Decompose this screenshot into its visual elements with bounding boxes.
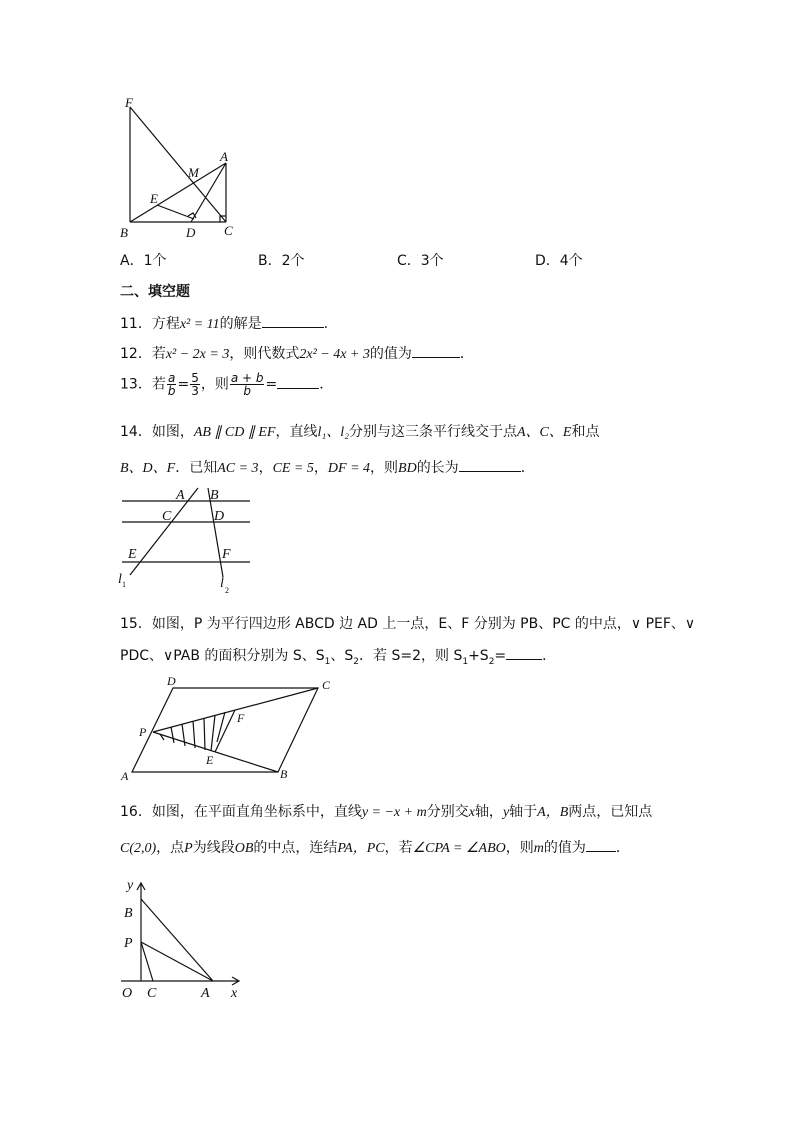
- q14-l2-b: ，则: [370, 460, 399, 476]
- q14-answer-blank[interactable]: [459, 458, 521, 472]
- q11-text1: 方程: [151, 316, 180, 332]
- q14-label-d: D: [214, 509, 225, 524]
- q15-l2-d: +S: [468, 648, 489, 664]
- q10-label-m: M: [188, 165, 199, 180]
- q16-answer-blank[interactable]: [586, 838, 616, 852]
- q13-frac1-num: a: [167, 371, 176, 385]
- q13-frac-5-over-3: [190, 372, 200, 397]
- q13-num: 13．: [120, 376, 152, 393]
- q14-l2-ce: CE = 5: [272, 461, 314, 476]
- q12-expr2: 2x² − 4x + 3: [299, 347, 370, 362]
- q14-l2-ac: AC = 3: [217, 461, 259, 476]
- q12-text3: 的值为: [369, 346, 412, 362]
- q14-label-l2: l: [220, 576, 224, 591]
- q10-figure: [112, 95, 252, 245]
- q15-l2-b: 、S: [330, 648, 354, 664]
- q12-tail: ．: [459, 346, 474, 362]
- q16-l1-e: 两点，已知点: [568, 804, 653, 820]
- q11-tail: .: [323, 316, 329, 332]
- q12-num: 12．: [120, 346, 152, 362]
- q13-frac2-den: 3: [191, 384, 199, 398]
- q14-label-e: E: [128, 547, 137, 562]
- q15-sub1: 1: [324, 656, 331, 667]
- q16-l1-x: x: [468, 805, 475, 820]
- q12-answer-blank[interactable]: [412, 344, 460, 358]
- q15-l2-c: ．若 S=2，则 S: [359, 648, 463, 664]
- q16-l1-d: 轴于: [509, 804, 538, 820]
- q14-l2-c: 的长为: [416, 460, 459, 476]
- q16-l2-c2: 的中点，连结: [253, 840, 338, 856]
- q10-option-b: B．2个: [258, 253, 305, 269]
- q16-l1-expr: y = −x + m: [361, 805, 427, 820]
- q14-l2-bd: BD: [398, 461, 417, 476]
- q13-eq: =: [177, 376, 190, 393]
- q16-l2-b: 为线段: [192, 840, 235, 856]
- q10-option-d: D．4个: [535, 253, 583, 269]
- q16-label-y: y: [127, 878, 134, 893]
- q16-l2-ob: OB: [234, 841, 254, 856]
- q16-l1-c: 轴，: [474, 804, 503, 820]
- q15-line1: 15．如图，P 为平行四边形 ABCD 边 AD 上一点，E、F 分别为 PB、PC 的中点，∨ PEF、∨: [120, 616, 696, 632]
- q14-l1-lines: l₁、l₂: [317, 425, 349, 440]
- q10-option-a: A．1个: [120, 253, 167, 269]
- q14-l1-expr: AB ∥ CD ∥ EF: [193, 425, 276, 440]
- q11-text2: 的解是: [219, 316, 262, 332]
- q13-text3: =: [265, 376, 278, 393]
- q16-l2-c: C(2,0): [120, 841, 157, 856]
- q10-option-c: C．3个: [397, 253, 444, 269]
- q11: [120, 313, 328, 333]
- q13-frac-a-over-b: [167, 372, 177, 397]
- q15-tail: ．: [542, 648, 557, 664]
- q16-label-a: A: [201, 986, 210, 1000]
- q15-sub4: 2: [488, 656, 495, 667]
- q16-label-x: x: [231, 986, 238, 1000]
- q15-answer-blank[interactable]: [506, 646, 542, 660]
- q15-sub2: 2: [353, 656, 360, 667]
- q14-label-a: A: [176, 488, 185, 503]
- q16-l1-a: 16．如图，在平面直角坐标系中，直线: [120, 804, 362, 820]
- q13-text1: 若: [151, 376, 166, 393]
- q11-answer-blank[interactable]: [262, 314, 324, 328]
- q12-expr1: x² − 2x = 3: [165, 347, 230, 362]
- q12-text1: 若: [151, 346, 166, 362]
- q10-label-d: D: [186, 225, 196, 240]
- q16-figure: [115, 875, 250, 1000]
- q15-label-f: F: [237, 711, 245, 725]
- q16-label-c: C: [147, 986, 157, 1000]
- q14-l2-a: ．已知: [175, 460, 218, 476]
- q16-l2-papc: PA，PC: [337, 841, 385, 856]
- q16-l2-m: m: [533, 841, 544, 856]
- q14-label-b: B: [210, 488, 219, 503]
- q15-label-a: A: [121, 769, 129, 783]
- q12-text2: ，则代数式: [229, 346, 300, 362]
- q13-frac3-num: a + b: [230, 371, 264, 385]
- q16-label-p: P: [124, 936, 133, 951]
- q16-label-b: B: [124, 906, 133, 921]
- q14-l1-b: ，直线: [275, 424, 318, 440]
- q14-figure: [112, 483, 257, 601]
- q16-label-o: O: [122, 986, 133, 1000]
- q15-l2-e: =: [494, 648, 507, 664]
- q10-label-a: A: [220, 149, 228, 164]
- q14-l2-pts: B、D、F: [120, 461, 176, 476]
- q15-label-c: C: [322, 678, 331, 692]
- q14-l1-pts: A、C、E: [517, 425, 572, 440]
- q14-label-f: F: [222, 547, 231, 562]
- q13-answer-blank[interactable]: [277, 375, 319, 389]
- section-title: 二、填空题: [120, 284, 190, 300]
- q10-label-f: F: [125, 95, 133, 110]
- q16-l2-e: ，则: [505, 840, 534, 856]
- q16-l2-p: P: [184, 841, 193, 856]
- q14-l1-a: 如图，: [151, 424, 194, 440]
- q15-label-b: B: [280, 767, 288, 781]
- q16-l2-d: ，若: [384, 840, 413, 856]
- q14-label-l1: l: [118, 572, 122, 587]
- q16-l2-f: 的值为: [543, 840, 586, 856]
- q15-sub3: 1: [462, 656, 469, 667]
- q13: [120, 372, 333, 397]
- q14-tail: ．: [520, 460, 535, 476]
- q15-label-d: D: [167, 674, 176, 688]
- q15-line2: [120, 645, 556, 667]
- q13-frac3-den: b: [243, 384, 251, 398]
- q14-l2-df: DF = 4: [327, 461, 371, 476]
- q14-l1-d: 和点: [571, 424, 600, 440]
- q10-label-b: B: [120, 225, 128, 240]
- q14-num: 14．: [120, 424, 152, 440]
- q10-label-c: C: [224, 223, 233, 238]
- q14-label-l1-sub: 1: [122, 580, 126, 589]
- q13-frac2-num: 5: [191, 371, 199, 385]
- q16-line2: [120, 837, 630, 857]
- q13-tail: ．: [319, 376, 334, 393]
- q16-l1-y: y: [502, 805, 510, 820]
- q15-l2-a: PDC、∨PAB 的面积分别为 S、S: [120, 648, 325, 664]
- q13-text2: ，则: [200, 376, 229, 393]
- q15-label-e: E: [206, 753, 214, 767]
- q14-line2: B、D、F．已知AC = 3，CE = 5，DF = 4，则BD的长为 ．: [120, 460, 535, 476]
- q11-num: 11．: [120, 316, 152, 332]
- q15-figure: [118, 672, 343, 784]
- q16-l1-b: 分别交: [426, 804, 469, 820]
- q12: [120, 343, 474, 363]
- q14-l1-c: 分别与这三条平行线交于点: [349, 424, 517, 440]
- q13-frac-apb-over-b: [230, 372, 265, 397]
- q16-line1: [120, 801, 652, 821]
- q15-label-p: P: [139, 725, 147, 739]
- q10-label-e: E: [150, 191, 158, 206]
- q16-l2-a: ，点: [156, 840, 185, 856]
- q13-frac1-den: b: [167, 384, 176, 398]
- q16-l2-angle: ∠CPA = ∠ABO: [412, 841, 506, 856]
- q11-expr: x² = 11: [179, 317, 220, 332]
- q14-label-c: C: [162, 509, 172, 524]
- q16-l1-ab: A，B: [537, 805, 569, 820]
- q16-tail: ．: [615, 840, 630, 856]
- q14-label-l2-sub: 2: [225, 586, 229, 595]
- q14-line1: [120, 421, 599, 441]
